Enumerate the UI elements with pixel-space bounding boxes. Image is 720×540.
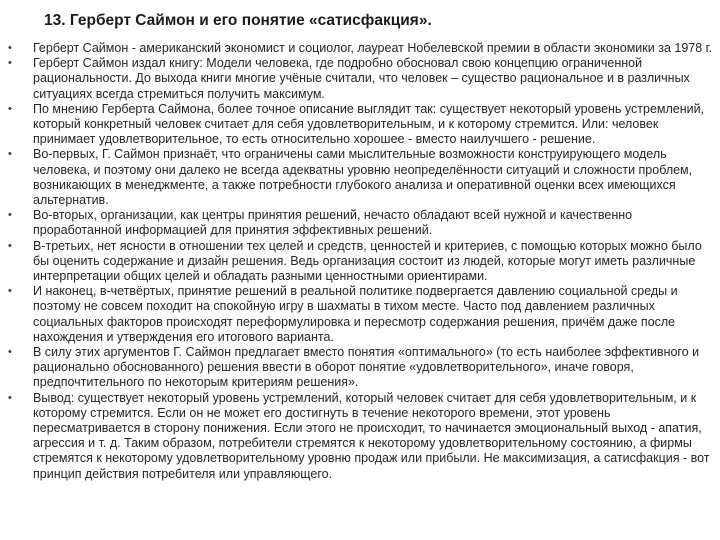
bullet-text: Герберт Саймон издал книгу: Модели человека, где подробно обосновал свою концепцию ограниченной рациональности. До выхода книги многие учёные считали, что человек – существо рациональное и в различных ситуациях всегда стремиться получить максимум. [33,56,690,101]
bullet-icon: • [8,102,12,115]
bullet-icon: • [8,391,12,404]
bullet-icon: • [8,57,12,70]
bullet-text: Во-вторых, организации, как центры принятия решений, нечасто обладают всей нужной и качественно проработанной информацией для принятия эффективных решений. [33,208,633,238]
bullet-item [0,239,720,285]
bullet-item [0,41,720,56]
bullet-item [0,284,720,345]
bullet-icon: • [8,148,12,161]
bullet-text: И наконец, в-четвёртых, принятие решений в реальной политике подвергается давлению социальной среды и поэтому не совсем походит на спокойную игру в шахматы в тихом месте. Часто под давлением различных социальных факторов происходят переформулировка и пересмотр содержания решения, причём даже после нахождения и утверждения его итогового варианта. [33,284,678,344]
bullet-text: В силу этих аргументов Г. Саймон предлагает вместо понятия «оптимального» (то есть наиболее эффективного и рационально обоснованного) решения ввести в оборот понятие «удовлетворительного», иначе говоря, предпочтительного по некоторым критериям решения». [33,345,700,390]
bullet-icon: • [8,209,12,222]
bullet-icon: • [8,239,12,252]
bullet-list [0,41,720,482]
bullet-text: По мнению Герберта Саймона, более точное описание выглядит так: существует некоторый уровень устремлений, который конкретный человек считает для себя удовлетворительным, и к которому стремится. Или: человек принимает удовлетворительное, то есть относительно хорошее - вместо наилучшего - решение. [33,101,705,147]
slide-title: 13. Герберт Саймон и его понятие «сатисфакция». [44,12,432,29]
bullet-item [0,391,720,482]
bullet-icon: • [8,42,12,54]
bullet-text: В-третьих, нет ясности в отношении тех целей и средств, ценностей и критериев, с помощью которых можно было бы оценить содержание и дизайн решения. Ведь организация состоит из людей, которые могут иметь различные интерпретации общих целей и обладать разными ценностными ориентирами. [33,238,702,284]
bullet-item [0,208,720,238]
bullet-text: Во-первых, Г. Саймон признаёт, что ограничены сами мыслительные возможности конструирующего модель человека, и поэтому они далеко не всегда адекватны уровню неопределённости ситуаций и сложности проблем, возникающих в менеджменте, а также потребности глубокого анализа и оперативной оценки всех имеющихся альтернатив. [33,147,693,208]
bullet-text: Герберт Саймон - американский экономист и социолог, лауреат Нобелевской премии в области экономики за 1978 г. [33,41,713,55]
bullet-icon: • [8,346,12,359]
bullet-item [0,56,720,102]
bullet-text: Вывод: существует некоторый уровень устремлений, который человек считает для себя удовлетворительным, и к которому стремится. Если он не может его достигнуть в течение некоторого времени, этот уровень пересматривается в сторону понижения. Если этого не происходит, то начинается эмоциональный выход - апатия, агрессия и т. д. Таким образом, потребители стремятся к некоторому удовлетворительному состоянию, а фирмы стремятся к некоторому удовлетворительному уровню продаж или прибыли. Не максимизация, а сатисфакция - вот принцип действия потребителя или управляющего. [33,390,710,481]
bullet-icon: • [8,285,12,298]
bullet-item [0,147,720,208]
bullet-item [0,102,720,148]
bullet-item [0,345,720,391]
